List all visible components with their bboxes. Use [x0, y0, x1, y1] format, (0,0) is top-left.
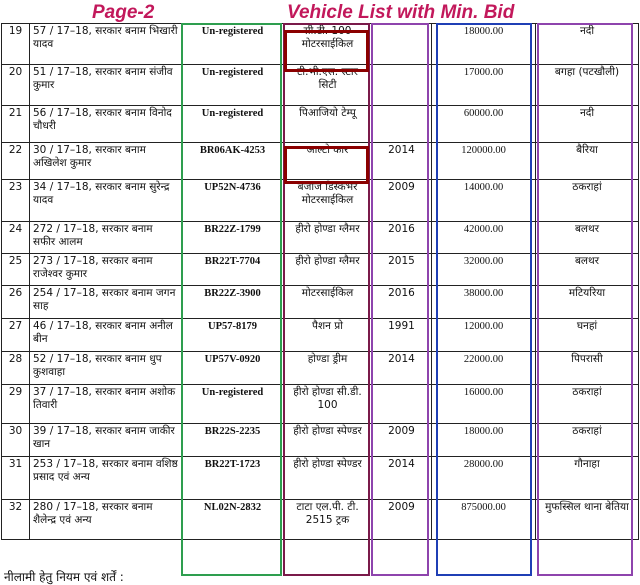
case-title: 52 / 17–18, सरकार बनाम धुप कुशवाहा: [30, 352, 182, 385]
model-year: [372, 24, 432, 65]
model-year: [372, 65, 432, 106]
vehicle-model: हीरो होण्डा ग्लैमर: [284, 222, 372, 254]
minimum-bid: 17000.00: [432, 65, 536, 106]
table-row: [2, 106, 639, 143]
case-title: 34 / 17–18, सरकार बनाम सुरेन्द्र यादव: [30, 180, 182, 222]
case-title: 273 / 17–18, सरकार बनाम राजेश्वर कुमार: [30, 254, 182, 286]
serial-number: 29: [2, 385, 30, 424]
vehicle-model: टाटा एल.पी. टी. 2515 ट्रक: [284, 500, 372, 540]
registration-number: BR22S-2235: [182, 424, 284, 457]
minimum-bid: 32000.00: [432, 254, 536, 286]
minimum-bid: 38000.00: [432, 286, 536, 319]
vehicle-model: आल्टो कार: [284, 143, 372, 180]
table-row: [2, 286, 639, 319]
case-title: 254 / 17–18, सरकार बनाम जगन साह: [30, 286, 182, 319]
serial-number: 23: [2, 180, 30, 222]
vehicle-model: मोटरसाईकिल: [284, 286, 372, 319]
vehicle-model: होण्डा ड्रीम: [284, 352, 372, 385]
table-row: [2, 352, 639, 385]
vehicle-table: [1, 23, 639, 540]
model-year: 1991: [372, 319, 432, 352]
registration-number: BR22Z-1799: [182, 222, 284, 254]
registration-number: UP57-8179: [182, 319, 284, 352]
model-year: 2016: [372, 222, 432, 254]
serial-number: 32: [2, 500, 30, 540]
table-row: [2, 180, 639, 222]
table-row: [2, 500, 639, 540]
footer-heading: नीलामी हेतु नियम एवं शर्तें :: [4, 570, 124, 584]
registration-number: Un-registered: [182, 106, 284, 143]
serial-number: 24: [2, 222, 30, 254]
case-title: 253 / 17–18, सरकार बनाम वशिष्ठ प्रसाद एवं अन्य: [30, 457, 182, 500]
serial-number: 27: [2, 319, 30, 352]
minimum-bid: 12000.00: [432, 319, 536, 352]
registration-number: UP52N-4736: [182, 180, 284, 222]
minimum-bid: 28000.00: [432, 457, 536, 500]
vehicle-model: बजाज डिस्कभर मोटरसाईकिल: [284, 180, 372, 222]
case-title: 39 / 17–18, सरकार बनाम जाकीर खान: [30, 424, 182, 457]
registration-number: BR22Z-3900: [182, 286, 284, 319]
police-station: ठकराहां: [536, 424, 639, 457]
police-station: मुफस्सिल थाना बेतिया: [536, 500, 639, 540]
vehicle-model: पिआजियो टेम्पू: [284, 106, 372, 143]
serial-number: 22: [2, 143, 30, 180]
vehicle-model: हीरो होण्डा सी.डी. 100: [284, 385, 372, 424]
minimum-bid: 42000.00: [432, 222, 536, 254]
table-row: [2, 319, 639, 352]
model-year: 2009: [372, 424, 432, 457]
police-station: ठकराहां: [536, 180, 639, 222]
registration-number: Un-registered: [182, 24, 284, 65]
serial-number: 31: [2, 457, 30, 500]
case-title: 272 / 17–18, सरकार बनाम सफीर आलम: [30, 222, 182, 254]
table-row: [2, 457, 639, 500]
list-title: Vehicle List with Min. Bid: [287, 2, 515, 23]
police-station: नदी: [536, 24, 639, 65]
vehicle-model: हीरो होण्डा स्पेण्डर: [284, 457, 372, 500]
model-year: 2015: [372, 254, 432, 286]
minimum-bid: 875000.00: [432, 500, 536, 540]
table-row: [2, 254, 639, 286]
model-year: [372, 385, 432, 424]
vehicle-model: सी.टी. 100 मोटरसाईकिल: [284, 24, 372, 65]
registration-number: NL02N-2832: [182, 500, 284, 540]
model-year: [372, 106, 432, 143]
vehicle-model: पैशन प्रो: [284, 319, 372, 352]
case-title: 46 / 17–18, सरकार बनाम अनील बीन: [30, 319, 182, 352]
police-station: बलथर: [536, 254, 639, 286]
model-year: 2016: [372, 286, 432, 319]
police-station: बगहा (पटखौली): [536, 65, 639, 106]
registration-number: UP57V-0920: [182, 352, 284, 385]
registration-number: Un-registered: [182, 65, 284, 106]
minimum-bid: 120000.00: [432, 143, 536, 180]
minimum-bid: 60000.00: [432, 106, 536, 143]
vehicle-model: टी.भी.एस. स्टार सिटी: [284, 65, 372, 106]
minimum-bid: 14000.00: [432, 180, 536, 222]
minimum-bid: 18000.00: [432, 424, 536, 457]
minimum-bid: 16000.00: [432, 385, 536, 424]
table-row: [2, 424, 639, 457]
model-year: 2014: [372, 457, 432, 500]
police-station: नदी: [536, 106, 639, 143]
case-title: 57 / 17–18, सरकार बनाम भिखारी यादव: [30, 24, 182, 65]
serial-number: 21: [2, 106, 30, 143]
model-year: 2009: [372, 500, 432, 540]
registration-number: BR22T-7704: [182, 254, 284, 286]
model-year: 2014: [372, 352, 432, 385]
registration-number: BR22T-1723: [182, 457, 284, 500]
registration-number: Un-registered: [182, 385, 284, 424]
police-station: मटियरिया: [536, 286, 639, 319]
police-station: बैरिया: [536, 143, 639, 180]
case-title: 51 / 17–18, सरकार बनाम संजीव कुमार: [30, 65, 182, 106]
table-row: [2, 65, 639, 106]
table-row: [2, 24, 639, 65]
police-station: बलथर: [536, 222, 639, 254]
police-station: घनहां: [536, 319, 639, 352]
serial-number: 19: [2, 24, 30, 65]
table-row: [2, 143, 639, 180]
table-row: [2, 222, 639, 254]
police-station: ठकराहां: [536, 385, 639, 424]
police-station: पिपरासी: [536, 352, 639, 385]
case-title: 37 / 17–18, सरकार बनाम अशोक तिवारी: [30, 385, 182, 424]
model-year: 2014: [372, 143, 432, 180]
table-row: [2, 385, 639, 424]
registration-number: BR06AK-4253: [182, 143, 284, 180]
serial-number: 26: [2, 286, 30, 319]
page-label: Page-2: [92, 2, 155, 23]
case-title: 30 / 17–18, सरकार बनाम अखिलेश कुमार: [30, 143, 182, 180]
case-title: 56 / 17–18, सरकार बनाम विनोद चौधरी: [30, 106, 182, 143]
serial-number: 28: [2, 352, 30, 385]
minimum-bid: 22000.00: [432, 352, 536, 385]
model-year: 2009: [372, 180, 432, 222]
vehicle-model: हीरो होण्डा ग्लैमर: [284, 254, 372, 286]
police-station: गौनाहा: [536, 457, 639, 500]
minimum-bid: 18000.00: [432, 24, 536, 65]
case-title: 280 / 17–18, सरकार बनाम शैलेन्द्र एवं अन्य: [30, 500, 182, 540]
serial-number: 25: [2, 254, 30, 286]
serial-number: 20: [2, 65, 30, 106]
serial-number: 30: [2, 424, 30, 457]
vehicle-model: हीरो होण्डा स्पेण्डर: [284, 424, 372, 457]
